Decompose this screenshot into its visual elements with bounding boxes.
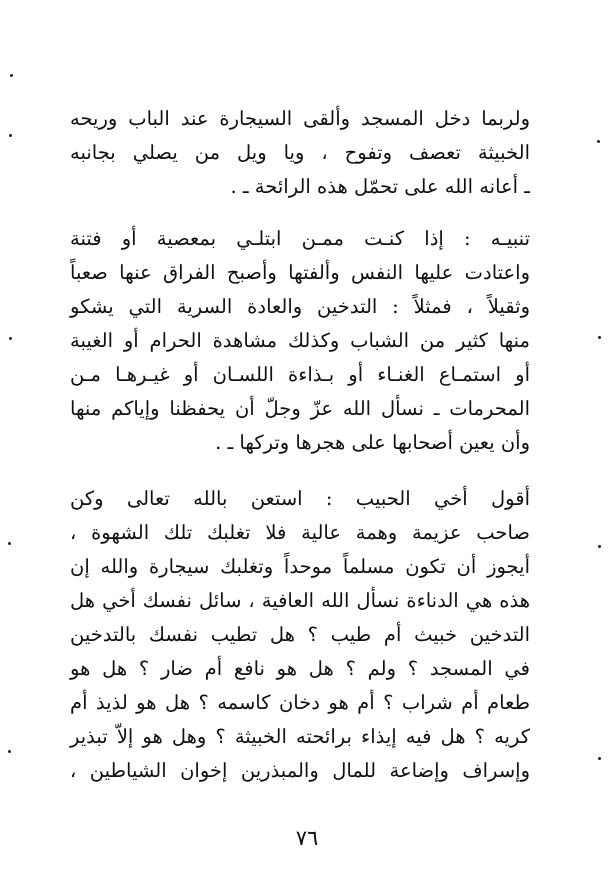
text-line: هذه هي الدناءة نسأل الله العافية ، سائل نفسك أخي هل <box>70 589 530 612</box>
text-line: منها كثير من الشباب وكذلك مشاهدة الحرام أو الغيبة <box>70 329 530 352</box>
scan-speck <box>9 134 12 137</box>
text-line: طعام أم شراب ؟ أم هو دخان كاسمه ؟ هل هو لذيذ أم <box>70 691 530 714</box>
text-line: كريه ؟ هل فيه إيذاء برائحته الخبيثة ؟ وهل هو إلاّ تبذير <box>70 725 530 748</box>
text-line: الخبيثة تعصف وتفوح ، ويا ويل من يصلي بجانبه <box>70 141 530 164</box>
text-line: ولربما دخل المسجد وألقى السيجارة عند الباب وريحه <box>70 107 530 130</box>
text-line: وإسراف وإضاعة للمال والمبذرين إخوان الشياطين ، <box>70 759 530 782</box>
text-line: ـ أعانه الله على تحمّل هذه الرائحة ـ . <box>230 175 530 198</box>
scan-speck <box>9 337 12 340</box>
paragraph-warning <box>70 222 530 460</box>
paragraph-smoking-in-mosque <box>70 102 530 204</box>
text-line: أيجوز أن تكون مسلماً موحداً وتغلبك سيجارة والله إن <box>70 555 530 578</box>
scan-speck <box>597 140 600 143</box>
text-line: أو استمـاع الغنـاء أو بـذاءة اللسـان أو غيـرهـا مـن <box>70 363 530 386</box>
scan-speck <box>8 542 11 545</box>
page-number: ٧٦ <box>295 826 319 850</box>
scan-speck <box>598 757 601 760</box>
text-line: التدخين خبيث أم طيب ؟ هل تطيب نفسك بالتدخين <box>70 623 530 646</box>
text-line: وثقيلاً ، فمثلاً : التدخين والعادة السرية التي يشكو <box>70 295 530 318</box>
scan-speck <box>598 545 601 548</box>
text-line: في المسجد ؟ ولم ؟ هل هو نافع أم ضار ؟ هل هو <box>70 657 530 680</box>
paragraph-advice <box>70 482 530 788</box>
text-line: واعتادت عليها النفس وألفتها وأصبح الفراق عنها صعباً <box>70 261 530 284</box>
text-line: وأن يعين أصحابها على هجرها وتركها ـ . <box>215 431 530 454</box>
text-line: صاحب عزيمة وهمة عالية فلا تغلبك تلك الشهوة ، <box>70 521 530 544</box>
scan-speck <box>10 74 13 77</box>
scan-speck <box>8 750 11 753</box>
text-line: المحرمات ـ نسأل الله عزّ وجلّ أن يحفظنا وإياكم منها <box>70 397 530 420</box>
text-line: تنبيـه : إذا كنـت ممـن ابتلـي بمعصية أو فتنة <box>70 227 530 250</box>
text-line: أقول أخي الحبيب : استعن بالله تعالى وكن <box>70 487 530 510</box>
scan-speck <box>598 336 601 339</box>
